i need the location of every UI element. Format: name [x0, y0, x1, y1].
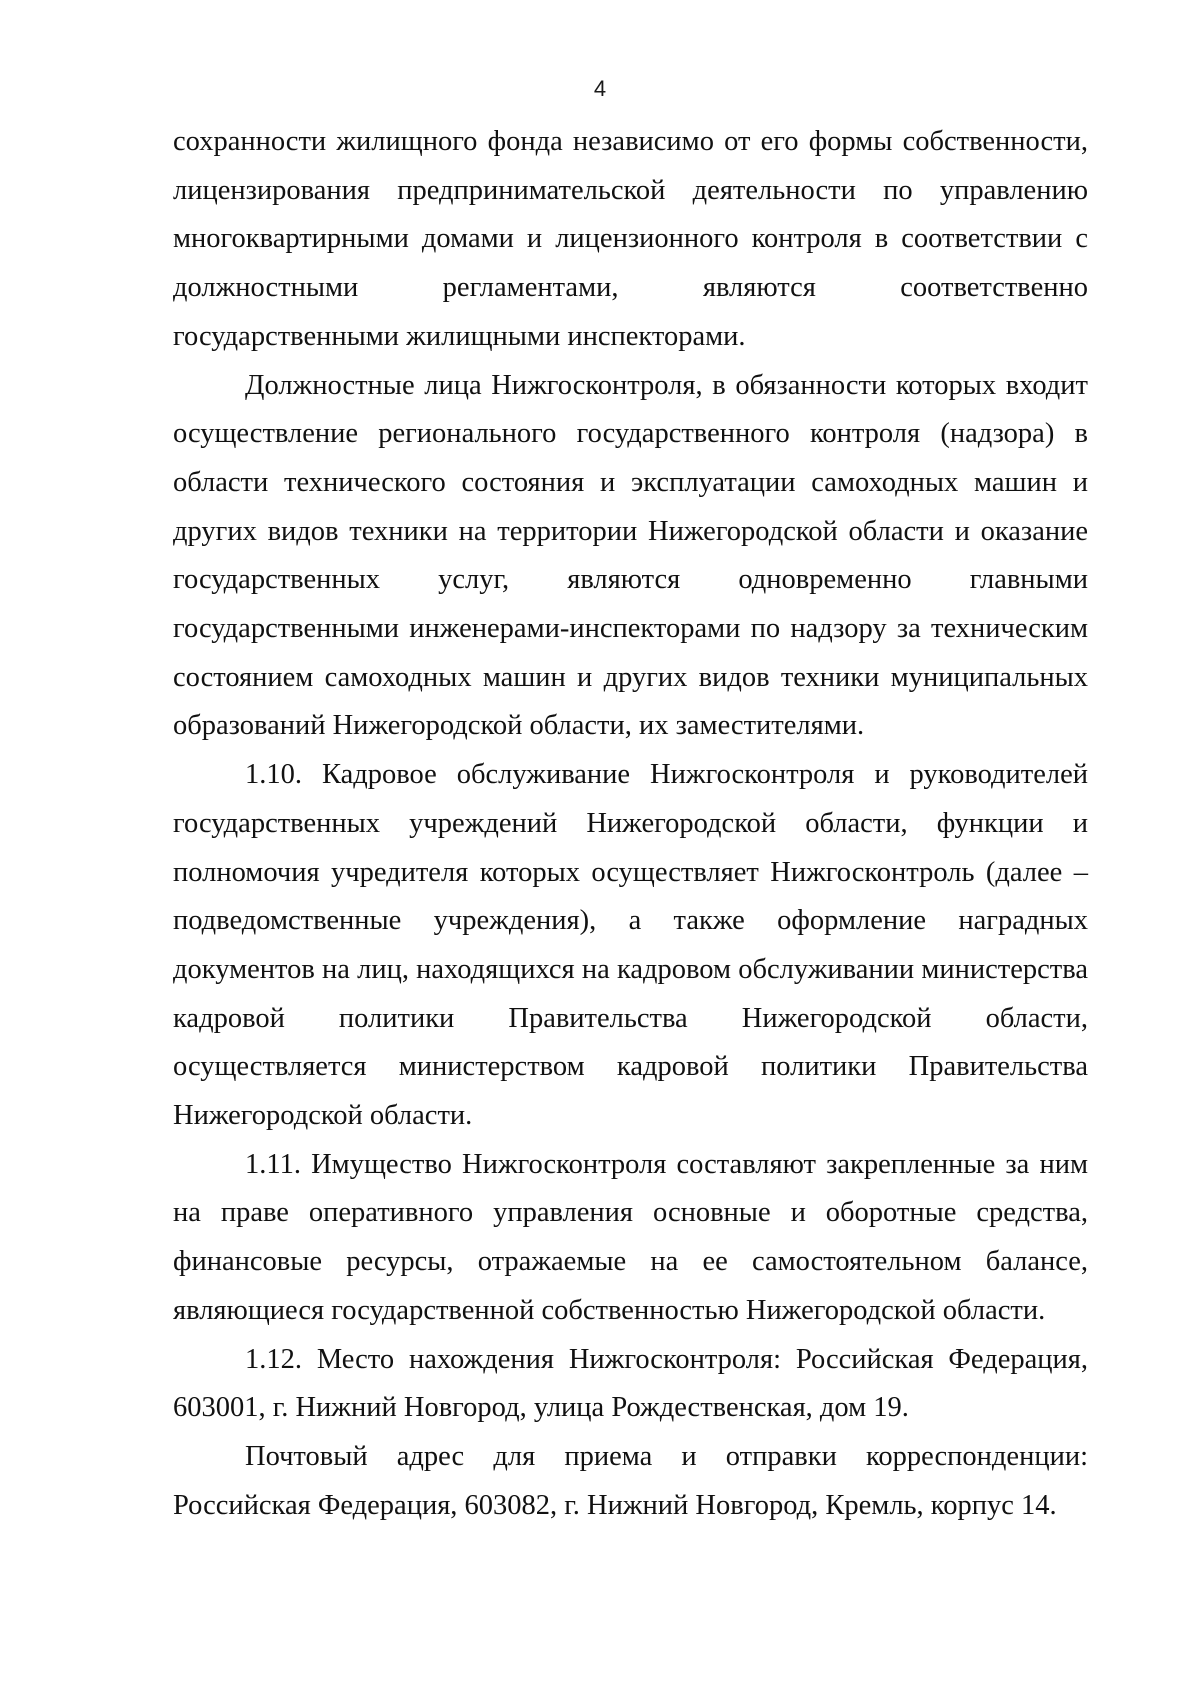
document-body: [173, 118, 1088, 1530]
paragraph-1-12-location: 1.12. Место нахождения Нижгосконтроля: Российская Федерация, 603001, г. Нижний Новгород, улица Рождественская, дом 19.: [173, 1343, 1088, 1424]
page-number: 4: [593, 76, 607, 101]
paragraph-housing-inspectors-continued: сохранности жилищного фонда независимо от его формы собственности, лицензирования предпринимательской деятельности по управлению многоквартирными домами и лицензионного контроля в соответствии с должностными регламентами, являются соответственно государственными жилищными инспекторами.: [173, 126, 1088, 352]
paragraph-postal-address: Почтовый адрес для приема и отправки корреспонденции: Российская Федерация, 603082, г. Нижний Новгород, Кремль, корпус 14.: [173, 1440, 1088, 1521]
paragraph-1-10-personnel: 1.10. Кадровое обслуживание Нижгосконтроля и руководителей государственных учреждений Нижегородской области, функции и полномочия учредителя которых осуществляет Нижгосконтроль (далее – подведомственные учреждения), а также оформление наградных документов на лиц, находящихся на кадровом обслуживании министерства кадровой политики Правительства Нижегородской области, осуществляется министерством кадровой политики Правительства Нижегородской области.: [173, 759, 1088, 1132]
paragraph-1-11-property: 1.11. Имущество Нижгосконтроля составляют закрепленные за ним на праве оперативного управления основные и оборотные средства, финансовые ресурсы, отражаемые на ее самостоятельном балансе, являющиеся государственной собственностью Нижегородской области.: [173, 1148, 1088, 1326]
paragraph-machinery-inspectors: Должностные лица Нижгосконтроля, в обязанности которых входит осуществление регионального государственного контроля (надзора) в области технического состояния и эксплуатации самоходных машин и других видов техники на территории Нижегородской области и оказание государственных услуг, являются одновременно главными государственными инженерами-инспекторами по надзору за техническим состоянием самоходных машин и других видов техники муниципальных образований Нижегородской области, их заместителями.: [173, 369, 1088, 742]
